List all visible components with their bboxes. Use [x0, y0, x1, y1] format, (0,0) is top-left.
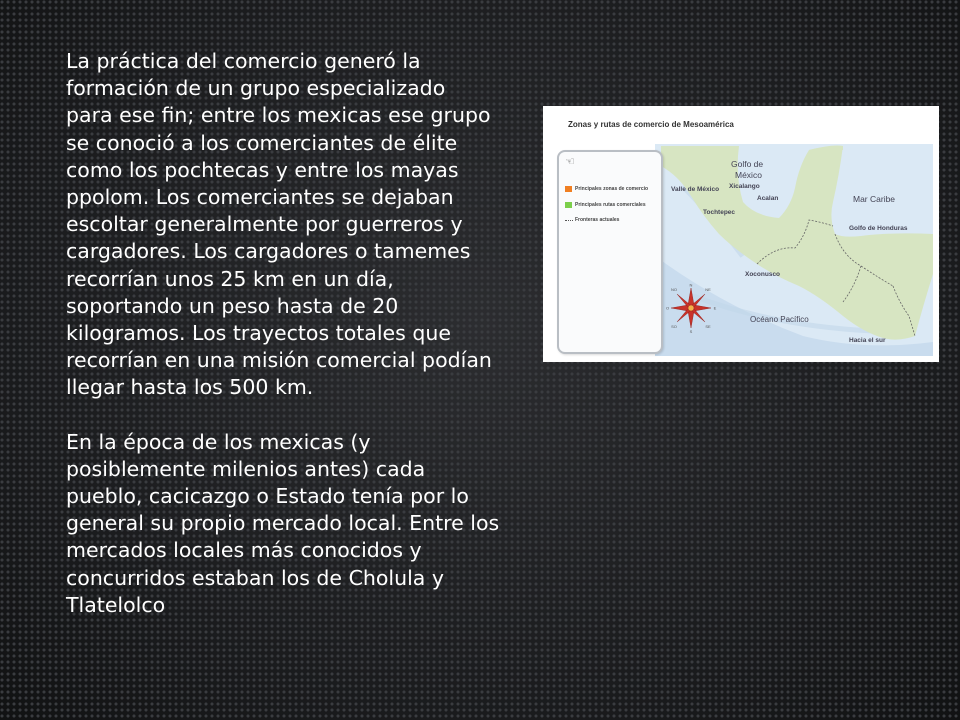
- compass-no: NO: [671, 287, 677, 292]
- label-hacia-el-sur: Hacia el sur: [849, 337, 886, 344]
- dotted-line-icon: [565, 220, 573, 221]
- slide-text: [66, 48, 566, 619]
- compass-n: N: [689, 282, 693, 288]
- map-title: Zonas y rutas de comercio de Mesoamérica: [568, 120, 734, 129]
- legend-item-routes: [565, 202, 646, 208]
- paragraph-commerce: La práctica del comercio generó la formación de un grupo especializado para ese fin; entre los mexicas ese grupo se conoció a los comerciantes de élite como los pochtecas y entre los mayas ppolom. Los comerciantes se dejaban escoltar generalmente por guerreros y cargadores. Los cargadores o tamemes recorrían unos 25 km en un día, soportando un peso hasta de 20 kilogramos. Los trayectos totales que recorrían en una misión comercial podían llegar hasta los 500 km.: [66, 49, 492, 400]
- compass-so: SO: [671, 324, 677, 329]
- label-tochtepec: Tochtepec: [703, 209, 736, 216]
- label-golfo-de-honduras: Golfo de Honduras: [849, 225, 908, 232]
- compass-ne: NE: [705, 287, 711, 292]
- legend-label: Fronteras actuales: [575, 217, 620, 223]
- legend-item-borders: [565, 217, 619, 223]
- green-swatch-icon: [565, 202, 572, 208]
- label-oceano-pacifico: Océano Pacífico: [750, 315, 809, 324]
- paragraph-markets: En la época de los mexicas (y posiblemente milenios antes) cada pueblo, cacicazgo o Estado tenía por lo general su propio mercado local. Entre los mercados locales más conocidos y concurridos estaban los de Cholula y Tlatelolco: [66, 429, 500, 617]
- compass-e: E: [713, 305, 717, 311]
- trade-map-image: [543, 106, 939, 362]
- legend-label: Principales rutas comerciales: [575, 202, 646, 208]
- compass-se: SE: [705, 324, 711, 329]
- pointing-hand-icon: ☜: [565, 155, 575, 168]
- legend-item-zones: [565, 186, 648, 192]
- label-acalan: Acalan: [757, 195, 779, 202]
- label-mar-caribe: Mar Caribe: [853, 194, 896, 204]
- label-mexico: México: [735, 170, 762, 180]
- label-xicalango: Xicalango: [729, 183, 760, 190]
- orange-swatch-icon: [565, 186, 572, 192]
- compass-s: S: [689, 329, 693, 334]
- label-xoconusco: Xoconusco: [745, 271, 781, 278]
- label-golfo-de: Golfo de: [731, 159, 764, 169]
- label-valle-de-mexico: Valle de México: [671, 186, 720, 193]
- compass-o: O: [665, 305, 670, 311]
- map-legend: [557, 150, 663, 354]
- legend-label: Principales zonas de comercio: [575, 186, 649, 192]
- compass-rose-icon: [665, 282, 717, 334]
